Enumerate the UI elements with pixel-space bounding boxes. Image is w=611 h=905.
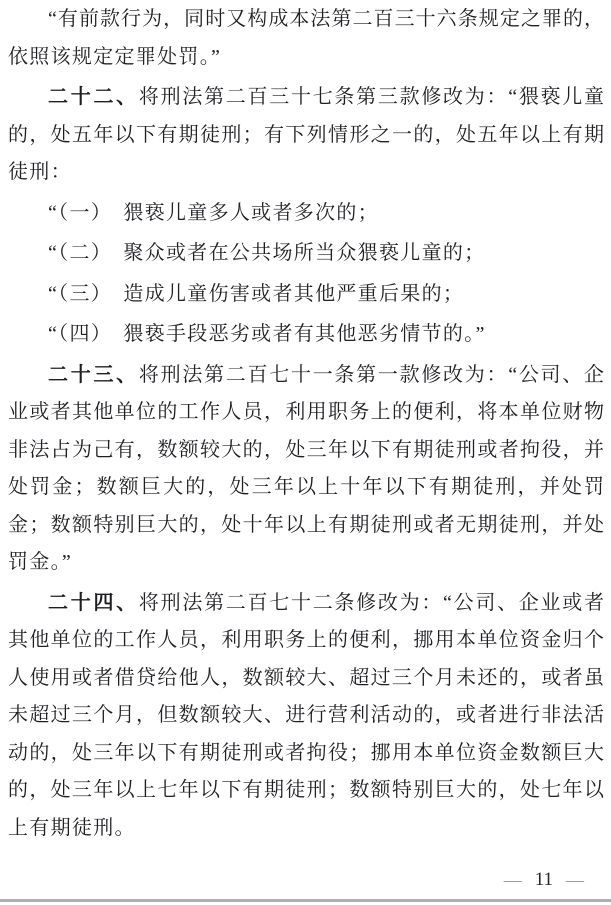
footer-dash-right: — bbox=[566, 870, 584, 890]
line-text: 罚金。” bbox=[8, 551, 73, 573]
line-text: “（二） 聚众或者在公共场所当众猥亵儿童的； bbox=[48, 242, 486, 264]
line-text: 依照该规定定罪处罚。” bbox=[8, 45, 222, 68]
line-text: 将刑法第二百七十一条第一款修改为：“公司、企 bbox=[138, 363, 604, 386]
text-line bbox=[8, 810, 604, 848]
text-line bbox=[8, 622, 604, 660]
text-line bbox=[8, 432, 604, 470]
para-prev-clause bbox=[8, 1, 604, 76]
section-number: 二十二、 bbox=[48, 86, 139, 108]
para-section-22 bbox=[8, 79, 604, 192]
text-line bbox=[8, 154, 604, 192]
section-number: 二十三、 bbox=[48, 363, 139, 386]
para-item-1 bbox=[8, 195, 604, 233]
footer-dash-left: — bbox=[503, 870, 522, 890]
text-line bbox=[8, 195, 604, 233]
line-text: 业或者其他单位的工作人员，利用职务上的便利，将本单位财物 bbox=[8, 401, 604, 423]
text-line bbox=[8, 357, 604, 395]
line-text: 的，处三年以上七年以下有期徒刑；数额特别巨大的，处七年以 bbox=[8, 779, 604, 801]
text-line bbox=[8, 316, 604, 354]
para-section-23 bbox=[8, 357, 604, 582]
para-section-24 bbox=[8, 585, 604, 848]
page-footer bbox=[504, 869, 584, 891]
text-line bbox=[8, 660, 604, 698]
text-line bbox=[8, 585, 604, 623]
line-text: 动的，处三年以下有期徒刑或者拘役；挪用本单位资金数额巨大 bbox=[8, 741, 604, 764]
text-line bbox=[8, 39, 604, 77]
text-line bbox=[8, 697, 604, 735]
line-text: “（一） 猥亵儿童多人或者多次的； bbox=[48, 201, 379, 224]
line-text: 非法占为己有，数额较大的，处三年以下有期徒刑或者拘役，并 bbox=[8, 438, 604, 461]
text-line bbox=[8, 276, 604, 314]
text-line bbox=[8, 235, 604, 273]
para-item-3 bbox=[8, 276, 604, 314]
line-text: 将刑法第二百三十七条第三款修改为：“猥亵儿童 bbox=[138, 86, 604, 108]
para-item-2 bbox=[8, 235, 604, 273]
text-line bbox=[8, 735, 604, 773]
line-text: 将刑法第二百七十二条修改为：“公司、企业或者 bbox=[138, 591, 604, 614]
document-body bbox=[8, 1, 604, 847]
text-line bbox=[8, 507, 604, 545]
line-text: 上有期徒刑。 bbox=[8, 816, 136, 839]
line-text: 金；数额特别巨大的，处十年以上有期徒刑或者无期徒刑，并处 bbox=[8, 513, 604, 536]
page-bottom-border bbox=[0, 899, 611, 902]
line-text: 徒刑： bbox=[8, 161, 72, 183]
text-line bbox=[8, 469, 604, 507]
line-text: 的，处五年以下有期徒刑；有下列情形之一的，处五年以上有期 bbox=[8, 123, 604, 146]
text-line bbox=[8, 772, 604, 810]
line-text: “（四） 猥亵手段恶劣或者有其他恶劣情节的。” bbox=[48, 323, 486, 345]
text-line bbox=[8, 1, 604, 39]
line-text: 未超过三个月，但数额较大、进行营利活动的，或者进行非法活 bbox=[8, 704, 604, 726]
line-text: 人使用或者借贷给他人，数额较大、超过三个月未还的，或者虽 bbox=[8, 666, 604, 689]
line-text: 其他单位的工作人员，利用职务上的便利，挪用本单位资金归个 bbox=[8, 629, 604, 651]
text-line bbox=[8, 394, 604, 432]
line-text: “有前款行为，同时又构成本法第二百三十六条规定之罪的， bbox=[48, 8, 604, 30]
line-text: 处罚金；数额巨大的，处三年以上十年以下有期徒刑，并处罚 bbox=[8, 476, 604, 498]
text-line bbox=[8, 117, 604, 155]
text-line bbox=[8, 544, 604, 582]
page-number: 11 bbox=[534, 869, 553, 890]
para-item-4 bbox=[8, 316, 604, 354]
section-number: 二十四、 bbox=[48, 591, 139, 614]
line-text: “（三） 造成儿童伤害或者其他严重后果的； bbox=[48, 282, 465, 305]
text-line bbox=[8, 79, 604, 117]
